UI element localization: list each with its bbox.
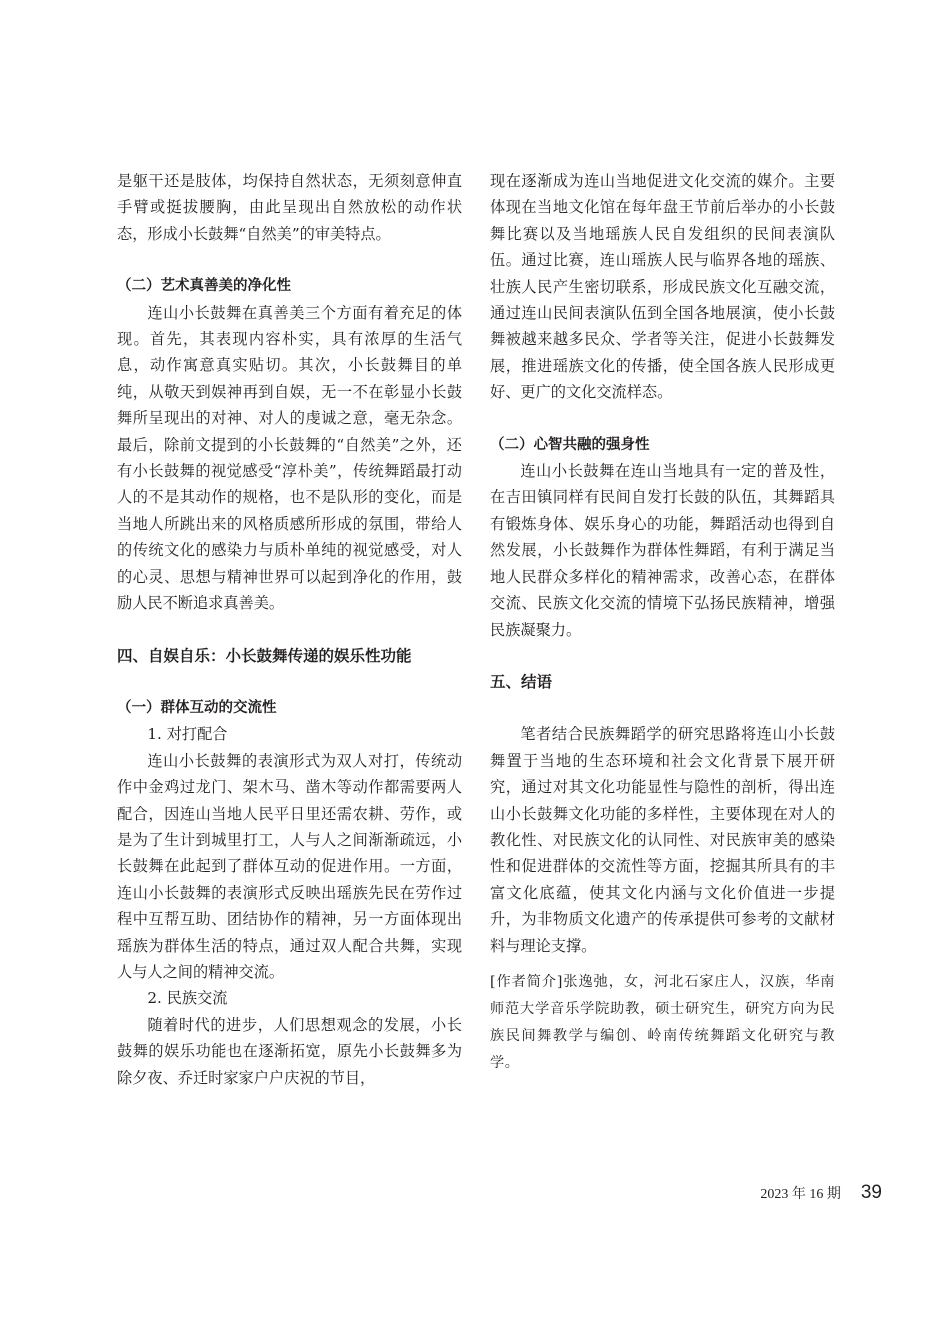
paragraph: 是躯干还是肢体，均保持自然状态，无须刻意伸直手臂或挺拔腰胸，由此呈现出自然放松的动作状态，形成小长鼓舞“自然美”的审美特点。 [117,172,462,243]
section-heading: 四、自娱自乐：小长鼓舞传递的娱乐性功能 [117,646,412,665]
numbered-heading: 1. 对打配合 [147,725,228,744]
paragraph: 现在逐渐成为连山当地促进文化交流的媒介。主要体现在当地文化馆在每年盘王节前后举办的小长鼓舞比赛以及当地瑶族人民自发组织的民间表演队伍。通过比赛，连山瑶族人民与临界各地的瑶族、壮族人民产生密切联系，形成民族文化互融交流，通过连山民间表演队伍到全国各地展演，使小长鼓舞被越来越多民众、学者等关注，促进小长鼓舞发展，推进瑶族文化的传播，使全国各族人民形成更好、更广的文化交流样态。 [490,172,835,402]
subsection-heading: （二）心智共融的强身性 [490,436,650,453]
issue-label: 2023 年 16 期 [760,1187,841,1202]
right-column [490,168,835,1077]
page-number: 39 [860,1182,882,1203]
section-heading: 五、结语 [490,672,553,691]
paragraph: 笔者结合民族舞蹈学的研究思路将连山小长鼓舞置于当地的生态环境和社会文化背景下展开研究，通过对其文化功能显性与隐性的剖析，得出连山小长鼓舞文化功能的多样性，主要体现在对人的教化性、对民族文化的认同性、对民族审美的感染性和促进群体的交流性等方面，挖掘其所具有的丰富文化底蕴，使其文化内涵与文化价值进一步提升，为非物质文化遗产的传承提供可参考的文献材料与理论支撑。 [490,725,835,955]
paragraph: 连山小长鼓舞在连山当地具有一定的普及性，在吉田镇同样有民间自发打长鼓的队伍，其舞蹈具有锻炼身体、娱乐身心的功能，舞蹈活动也得到自然发展，小长鼓舞作为群体性舞蹈，有利于满足当地人民群众多样化的精神需求，改善心态，在群体交流、民族文化交流的情境下弘扬民族精神，增强民族凝聚力。 [490,462,835,639]
page-footer [760,1182,882,1204]
subsection-heading: （一）群体互动的交流性 [117,699,277,716]
author-bio: [作者简介]张逸弛，女，河北石家庄人，汉族，华南师范大学音乐学院助教，硕士研究生，研究方向为民族民间舞教学与编创、岭南传统舞蹈文化研究与教学。 [490,973,835,1071]
numbered-heading: 2. 民族交流 [147,989,228,1008]
paragraph: 连山小长鼓舞的表演形式为双人对打，传统动作中金鸡过龙门、架木马、凿木等动作都需要两人配合，因连山当地人民平日里还需农耕、劳作，或是为了生计到城里打工，人与人之间渐渐疏远，小长鼓舞在此起到了群体互动的促进作用。一方面，连山小长鼓舞的表演形式反映出瑶族先民在劳作过程中互帮互助、团结协作的精神，另一方面体现出瑶族为群体生活的特点，通过双人配合共舞，实现人与人之间的精神交流。 [117,751,462,981]
subsection-heading: （二）艺术真善美的净化性 [117,278,291,295]
paragraph: 随着时代的进步，人们思想观念的发展，小长鼓舞的娱乐功能也在逐渐拓宽，原先小长鼓舞多为除夕夜、乔迁时家家户户庆祝的节目， [117,1015,462,1087]
left-column [117,168,462,1091]
paragraph: 连山小长鼓舞在真善美三个方面有着充足的体现。首先，其表现内容朴实，具有浓厚的生活气息，动作寓意真实贴切。其次，小长鼓舞目的单纯，从敬天到娱神再到自娱，无一不在彰显小长鼓舞所呈现出的对神、对人的虔诚之意，毫无杂念。最后，除前文提到的小长鼓舞的“自然美”之外，还有小长鼓舞的视觉感受“淳朴美”，传统舞蹈最打动人的不是其动作的规格，也不是队形的变化，而是当地人所跳出来的风格质感所形成的氛围，带给人的传统文化的感染力与质朴单纯的视觉感受，对人的心灵、思想与精神世界可以起到净化的作用，鼓励人民不断追求真善美。 [117,303,462,613]
